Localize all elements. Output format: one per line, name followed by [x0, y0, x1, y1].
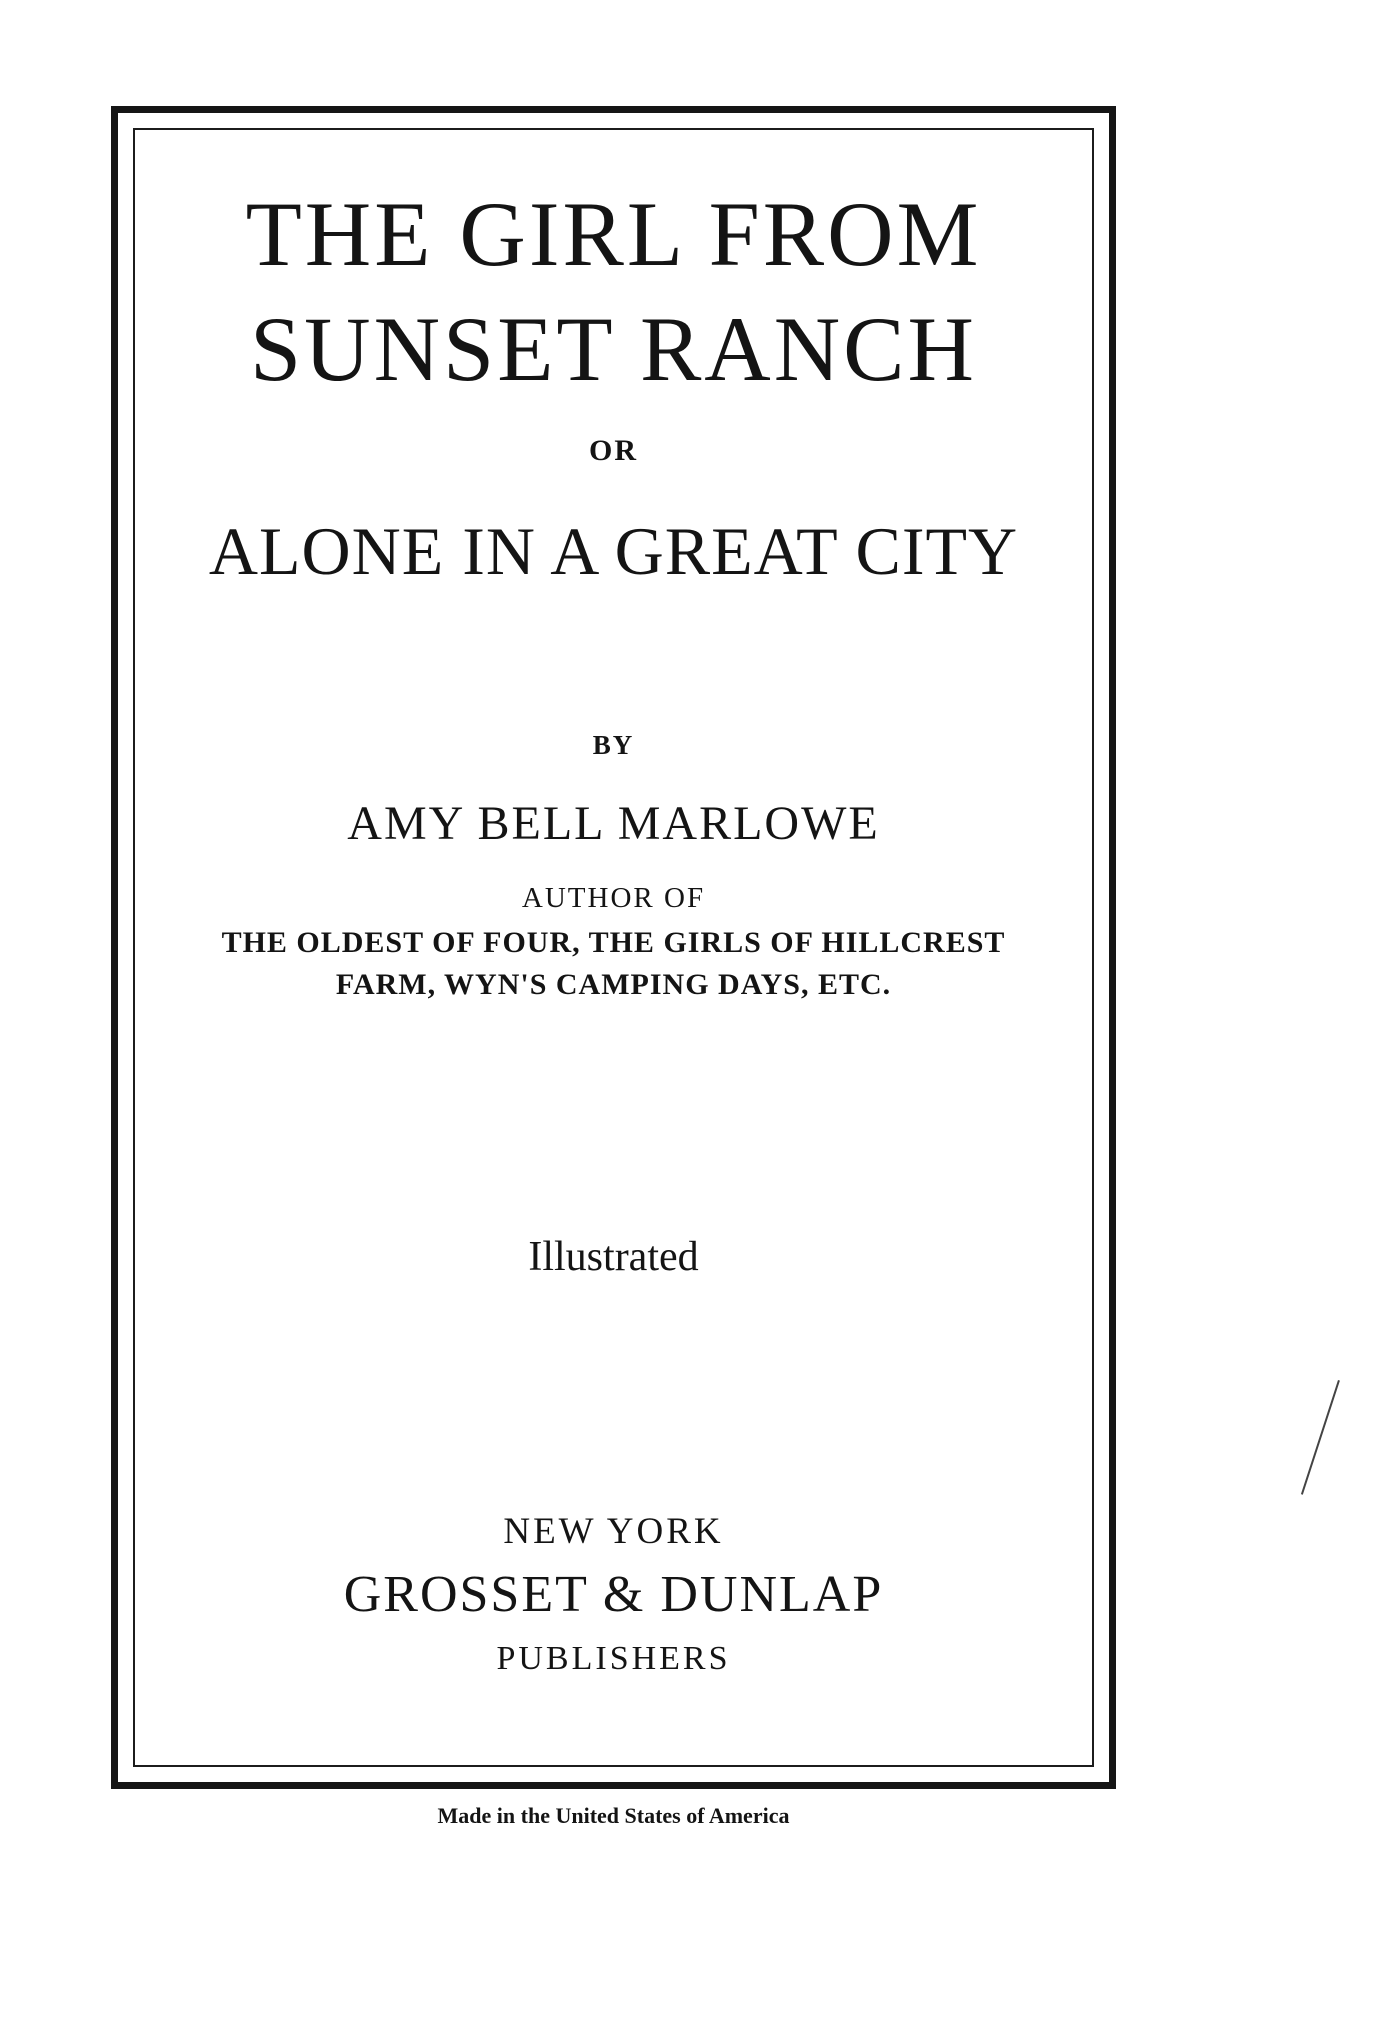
other-works-line-2: FARM, WYN'S CAMPING DAYS, ETC. [335, 968, 892, 1001]
author-name: AMY BELL MARLOWE [347, 797, 880, 850]
or-connector: OR [589, 434, 638, 467]
book-subtitle: ALONE IN A GREAT CITY [208, 513, 1019, 589]
author-of-label: AUTHOR OF [521, 882, 706, 914]
stray-scan-mark [1301, 1380, 1340, 1495]
book-title-line-2: SUNSET RANCH [250, 298, 977, 400]
other-works-line-1: THE OLDEST OF FOUR, THE GIRLS OF HILLCREST [221, 926, 1006, 959]
made-in-note: Made in the United States of America [437, 1803, 790, 1828]
publisher-name: GROSSET & DUNLAP [343, 1566, 884, 1623]
publishers-label: PUBLISHERS [496, 1640, 731, 1677]
book-title-line-1: THE GIRL FROM [245, 183, 982, 285]
illustrated-label: Illustrated [528, 1234, 699, 1280]
by-label: BY [592, 730, 635, 760]
publisher-city: NEW YORK [503, 1511, 724, 1552]
